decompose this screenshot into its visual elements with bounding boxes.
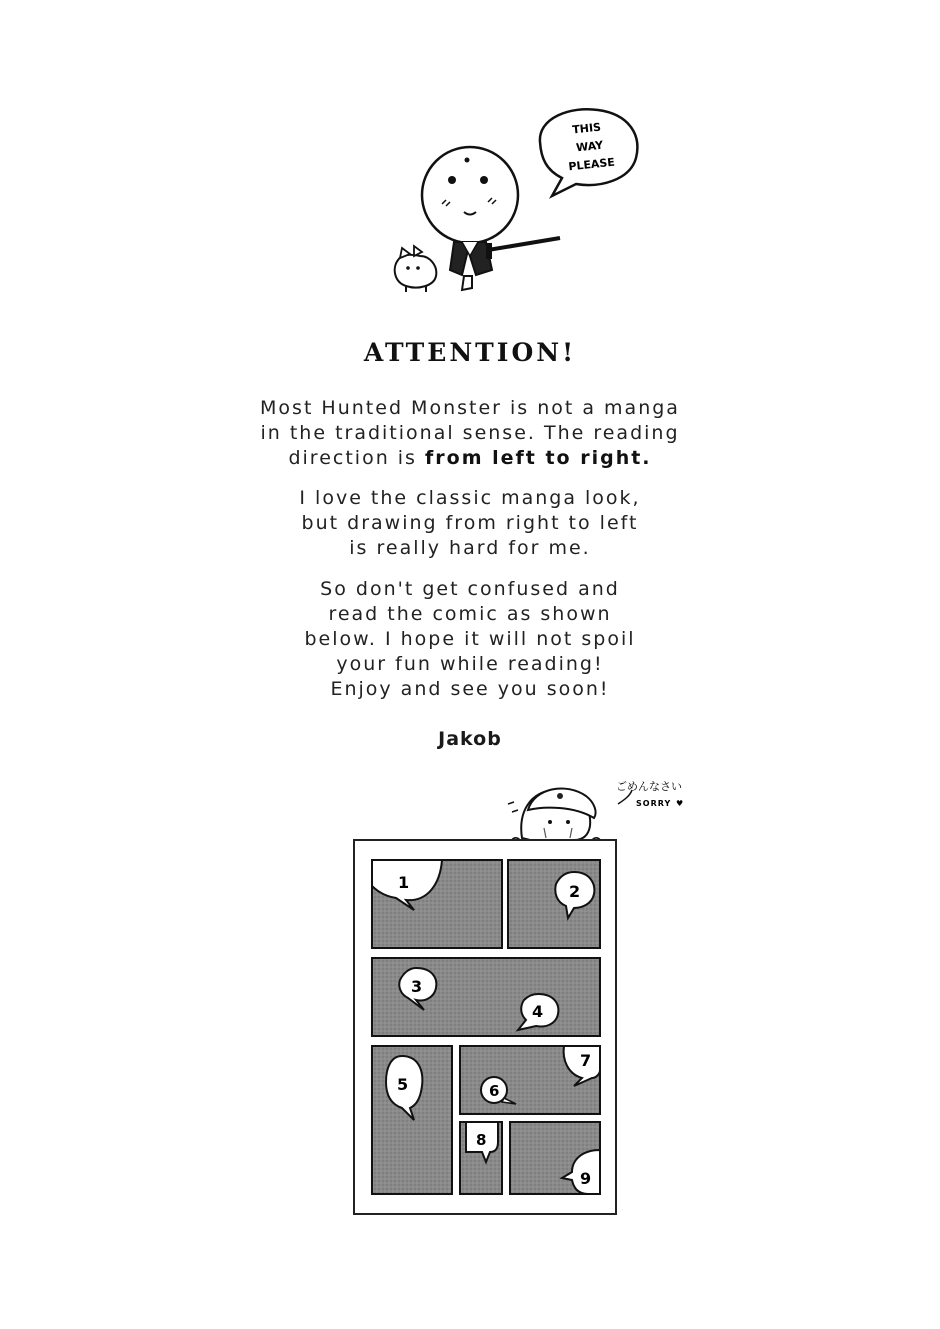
speech-bubble-line1: THIS [571, 120, 602, 137]
apology-japanese: ごめんなさい [616, 780, 682, 793]
panel-number-5: 5 [397, 1075, 409, 1094]
reading-order-diagram [330, 760, 710, 1220]
speech-bubble-line3: PLEASE [567, 155, 616, 174]
peeking-character-illustration [508, 788, 632, 844]
apology-english: SORRY [636, 799, 672, 808]
author-signature: Jakob [438, 728, 502, 750]
panel-number-7: 7 [580, 1051, 592, 1070]
page-title: ATTENTION! [363, 338, 577, 367]
paragraph-enjoy [170, 577, 770, 702]
speech-bubble-line2: WAY [575, 138, 604, 155]
paragraph3-line2: read the comic as shown [328, 603, 612, 625]
paragraph1-line3-prefix: direction is [288, 447, 425, 469]
paragraph1-line3 [170, 446, 770, 471]
panel-number-8: 8 [476, 1131, 487, 1149]
paragraph3-line1: So don't get confused and [320, 578, 620, 600]
panel-number-1: 1 [398, 873, 410, 892]
paragraph3-line4: your fun while reading! [336, 653, 604, 675]
paragraph1-emphasis: from left to right. [425, 447, 652, 469]
paragraph-reading-direction [170, 396, 770, 471]
paragraph2-line2: but drawing from right to left [301, 512, 639, 534]
panel-number-6: 6 [489, 1082, 500, 1100]
paragraph3-line3: below. I hope it will not spoil [304, 628, 636, 650]
panel-number-2: 2 [569, 882, 581, 901]
panel-number-3: 3 [411, 977, 423, 996]
panel-number-9: 9 [580, 1169, 592, 1188]
paragraph-manga-look [170, 486, 770, 561]
paragraph2-line1: I love the classic manga look, [299, 487, 641, 509]
chibi-character-illustration [380, 100, 650, 300]
paragraph1-line2: in the traditional sense. The reading [260, 422, 680, 444]
paragraph2-line3: is really hard for me. [349, 537, 591, 559]
panel-number-4: 4 [532, 1002, 544, 1021]
paragraph3-line5: Enjoy and see you soon! [330, 678, 610, 700]
paragraph1-line1: Most Hunted Monster is not a manga [260, 397, 680, 419]
heart-icon: ♥ [676, 799, 684, 808]
